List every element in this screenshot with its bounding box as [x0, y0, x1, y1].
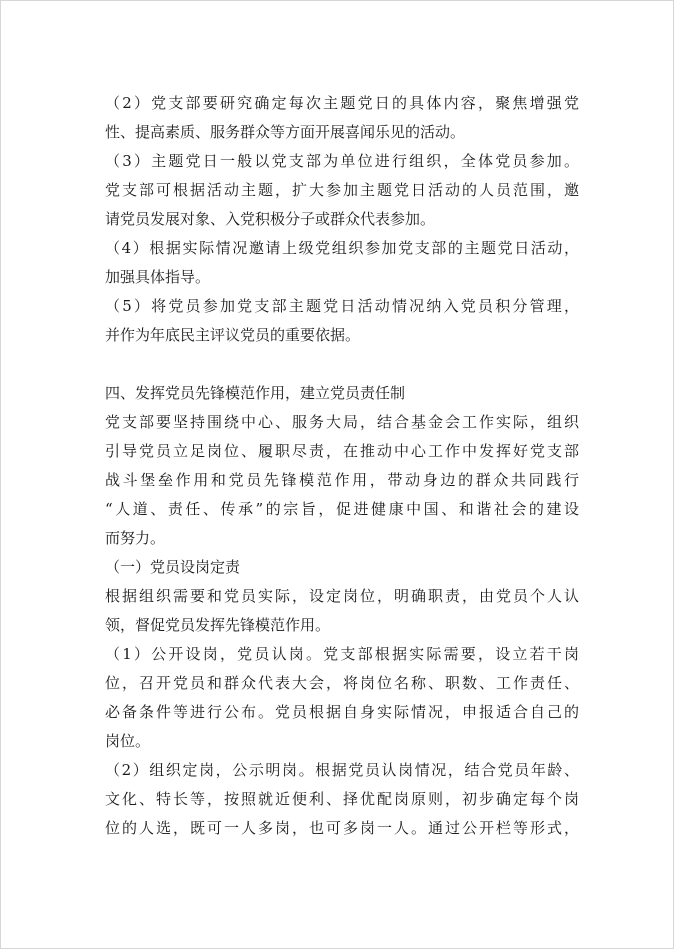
- text-line: （1）公开设岗，党员认岗。党支部根据实际需要，设立若干岗: [105, 645, 579, 663]
- text-line: “人道、责任、传承”的宗旨，促进健康中国、和谐社会的建设: [105, 500, 579, 518]
- text-line: 必备条件等进行公布。党员根据自身实际情况，申报适合自己的: [105, 703, 579, 721]
- subsection-intro-paragraph: [105, 582, 579, 640]
- subsection-heading-text: （一）党员设岗定责: [105, 558, 241, 576]
- paragraph-5: [105, 292, 579, 350]
- paragraph-spacer: [105, 350, 579, 379]
- text-line: 请党员发展对象、入党积极分子或群众代表参加。: [105, 210, 436, 228]
- text-line: 党支部可根据活动主题，扩大参加主题党日活动的人员范围，邀: [105, 181, 579, 199]
- paragraph-4: [105, 234, 579, 292]
- text-line: 性、提高素质、服务群众等方面开展喜闻乐见的活动。: [105, 123, 466, 141]
- text-line: 位，召开党员和群众代表大会，将岗位名称、职数、工作责任、: [105, 674, 579, 692]
- text-line: （2）组织定岗，公示明岗。根据党员认岗情况，结合党员年龄、: [105, 761, 579, 779]
- text-line: 根据组织需要和党员实际，设定岗位，明确职责，由党员个人认: [105, 587, 579, 605]
- text-line: 加强具体指导。: [105, 268, 211, 286]
- text-line: 位的人选，既可一人多岗，也可多岗一人。通过公开栏等形式，: [105, 819, 579, 837]
- text-line: 而努力。: [105, 529, 166, 547]
- text-line: 党支部要坚持围绕中心、服务大局，结合基金会工作实际，组织: [105, 413, 579, 431]
- list-item-1: [105, 640, 579, 756]
- list-item-2: [105, 756, 579, 843]
- text-line: （4）根据实际情况邀请上级党组织参加党支部的主题党日活动，: [105, 239, 579, 257]
- text-line: 岗位。: [105, 732, 151, 750]
- paragraph-2: [105, 89, 579, 147]
- text-line: 并作为年底民主评议党员的重要依据。: [105, 326, 361, 344]
- section-intro-paragraph: [105, 408, 579, 553]
- document-body: [105, 89, 579, 843]
- text-line: 文化、特长等，按照就近便利、择优配岗原则，初步确定每个岗: [105, 790, 579, 808]
- section-heading: [105, 379, 579, 408]
- text-line: （2）党支部要研究确定每次主题党日的具体内容，聚焦增强党: [105, 94, 579, 112]
- text-line: 领，督促党员发挥先锋模范作用。: [105, 616, 331, 634]
- text-line: 引导党员立足岗位、履职尽责，在推动中心工作中发挥好党支部: [105, 442, 579, 460]
- text-line: （5）将党员参加党支部主题党日活动情况纳入党员积分管理，: [105, 297, 579, 315]
- text-line: 战斗堡垒作用和党员先锋模范作用，带动身边的群众共同践行: [105, 471, 579, 489]
- text-line: （3）主题党日一般以党支部为单位进行组织，全体党员参加。: [105, 152, 579, 170]
- section-heading-text: 四、发挥党员先锋模范作用，建立党员责任制: [105, 384, 406, 402]
- subsection-heading: [105, 553, 579, 582]
- paragraph-3: [105, 147, 579, 234]
